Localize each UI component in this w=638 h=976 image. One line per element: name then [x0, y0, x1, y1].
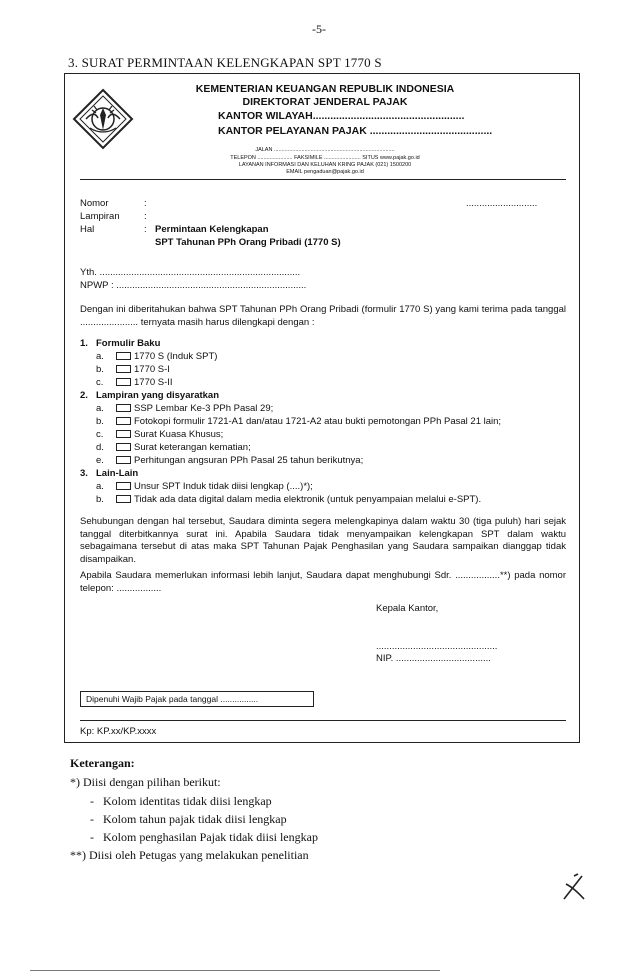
item-3a-text: Unsur SPT Induk tidak diisi lengkap (....)*); — [134, 481, 313, 492]
checkbox[interactable] — [116, 404, 131, 412]
nomor-label: Nomor — [80, 198, 109, 209]
section-3-num: 3. — [80, 468, 88, 479]
letterhead-phone: TELEPON ....................... FAKSIMILE ........................ SITUS www.pajak.go.id — [230, 155, 420, 161]
item-1b — [116, 364, 170, 375]
hal-colon: : — [144, 224, 147, 235]
keterangan-bullet-3: - Kolom penghasilan Pajak tidak diisi lengkap — [90, 830, 318, 844]
signature-title: Kepala Kantor, — [376, 603, 439, 614]
recipient-npwp: NPWP : ........................................................................ — [80, 280, 307, 291]
keterangan-note-1: *) Diisi dengan pilihan berikut: — [70, 775, 221, 789]
item-1a-letter: a. — [96, 351, 104, 362]
hal-label: Hal — [80, 224, 95, 235]
checkbox[interactable] — [116, 417, 131, 425]
letterhead-tax-office: KANTOR PELAYANAN PAJAK .......................................... — [218, 125, 493, 137]
lampiran-colon: : — [144, 211, 147, 222]
section-2-num: 2. — [80, 390, 88, 401]
item-3a — [116, 481, 313, 492]
letterhead-email: EMAIL pengaduan@pajak.go.id — [286, 169, 364, 175]
item-2e — [116, 455, 363, 466]
item-2c-letter: c. — [96, 429, 104, 440]
item-1b-letter: b. — [96, 364, 104, 375]
item-3a-letter: a. — [96, 481, 104, 492]
footer-divider — [80, 720, 566, 721]
item-2a — [116, 403, 273, 414]
letterhead-ministry: KEMENTERIAN KEUANGAN REPUBLIK INDONESIA — [195, 83, 455, 95]
bottom-edge-line — [30, 970, 440, 971]
keterangan-note-2: **) Diisi oleh Petugas yang melakukan penelitian — [70, 848, 309, 862]
item-1c-letter: c. — [96, 377, 104, 388]
signature-nip: NIP. .................................... — [376, 653, 491, 664]
checkbox[interactable] — [116, 456, 131, 464]
item-3b-letter: b. — [96, 494, 104, 505]
item-1c — [116, 377, 173, 388]
checkbox[interactable] — [116, 495, 131, 503]
section-title: 3. SURAT PERMINTAAN KELENGKAPAN SPT 1770 S — [68, 55, 382, 70]
keterangan-bullet-1: - Kolom identitas tidak diisi lengkap — [90, 794, 272, 808]
item-3b-text: Tidak ada data digital dalam media elektronik (untuk penyampaian melalui e-SPT). — [134, 494, 482, 505]
footer-code: Kp: KP.xx/KP.xxxx — [80, 726, 157, 737]
item-2b-text: Fotokopi formulir 1721-A1 dan/atau 1721-A2 atau bukti pemotongan PPh Pasal 21 lain; — [134, 416, 502, 427]
recipient-yth: Yth. ............................................................................ — [80, 267, 301, 278]
item-1a — [116, 351, 217, 362]
keterangan-bullet-2: - Kolom tahun pajak tidak diisi lengkap — [90, 812, 287, 826]
intro-paragraph: Dengan ini diberitahukan bahwa SPT Tahunan PPh Orang Pribadi (formulir 1770 S) yang kami terima pada tanggal ...................... ternyata masih harus dilengkapi dengan : — [80, 304, 566, 328]
date-placeholder: ........................... — [466, 198, 538, 209]
letterhead-service: LAYANAN INFORMASI DAN KELUHAN KRING PAJAK (021) 1500200 — [238, 162, 412, 168]
checkbox[interactable] — [116, 443, 131, 451]
bullet-text: Kolom tahun pajak tidak diisi lengkap — [103, 812, 287, 826]
item-2e-text: Perhitungan angsuran PPh Pasal 25 tahun berikutnya; — [134, 455, 364, 466]
item-2a-letter: a. — [96, 403, 104, 414]
item-2e-letter: e. — [96, 455, 104, 466]
taxpayer-fulfilled-text: Dipenuhi Wajib Pajak pada tanggal ................ — [86, 694, 259, 704]
bullet-text: Kolom penghasilan Pajak tidak diisi lengkap — [103, 830, 318, 844]
letterhead-directorate: DIREKTORAT JENDERAL PAJAK — [242, 96, 408, 108]
hal-subject-line1: Permintaan Kelengkapan — [155, 224, 269, 235]
section-3-title: Lain-Lain — [96, 468, 139, 479]
checkbox[interactable] — [116, 365, 131, 373]
letterhead-regional-office: KANTOR WILAYAH.................................................... — [218, 110, 465, 122]
section-2-title: Lampiran yang disyaratkan — [96, 390, 220, 401]
section-1-num: 1. — [80, 338, 88, 349]
hal-subject-line2: SPT Tahunan PPh Orang Pribadi (1770 S) — [155, 237, 341, 248]
checkbox[interactable] — [116, 378, 131, 386]
taxpayer-fulfilled-box — [80, 691, 314, 707]
item-1b-text: 1770 S-I — [134, 364, 170, 375]
item-2a-text: SSP Lembar Ke-3 PPh Pasal 29; — [134, 403, 274, 414]
checkbox[interactable] — [116, 430, 131, 438]
item-2d-letter: d. — [96, 442, 104, 453]
item-1c-text: 1770 S-II — [134, 377, 173, 388]
item-2b-letter: b. — [96, 416, 104, 427]
deadline-paragraph: Sehubungan dengan hal tersebut, Saudara diminta segera melengkapinya dalam waktu 30 (tiga puluh) hari sejak tanggal diterbitkannya surat ini. Apabila Saudara tidak menyampaikan kelengkapan SPT dalam waktu sebagaimana tersebut di atas maka SPT Tahunan Pajak Penghasilan yang Saudara sampaikan dianggap tidak disampaikan. — [80, 516, 566, 565]
item-2c-text: Surat Kuasa Khusus; — [134, 429, 224, 440]
contact-paragraph: Apabila Saudara memerlukan informasi lebih lanjut, Saudara dapat menghubungi Sdr. .................**) pada nomor telepon: ................. — [80, 570, 566, 594]
checkbox[interactable] — [116, 352, 131, 360]
paraf-mark-icon — [560, 872, 588, 902]
signature-line: .............................................. — [376, 641, 498, 652]
checkbox[interactable] — [116, 482, 131, 490]
item-1a-text: 1770 S (Induk SPT) — [134, 351, 218, 362]
keterangan-title: Keterangan: — [70, 756, 135, 770]
item-2d-text: Surat keterangan kematian; — [134, 442, 251, 453]
item-2b — [116, 416, 501, 427]
item-2d — [116, 442, 251, 453]
kemenkeu-logo-icon — [72, 88, 134, 150]
section-1-title: Formulir Baku — [96, 338, 161, 349]
item-3b — [116, 494, 481, 505]
lampiran-label: Lampiran — [80, 211, 120, 222]
letterhead-divider — [80, 179, 566, 180]
nomor-colon: : — [144, 198, 147, 209]
item-2c — [116, 429, 223, 440]
letterhead-address: JALAN ............................................................................... — [255, 147, 395, 153]
page-number: -5- — [312, 22, 326, 36]
bullet-text: Kolom identitas tidak diisi lengkap — [103, 794, 272, 808]
